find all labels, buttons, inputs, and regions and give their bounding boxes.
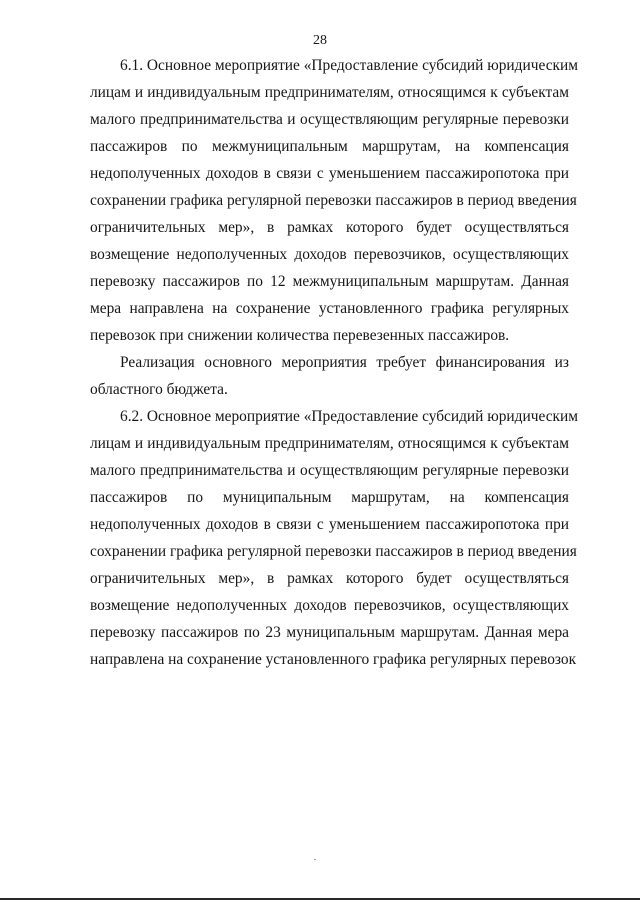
text-line: перевозок при снижении количества перевезенных пассажиров. [90,327,510,344]
text-line: мера направлена на сохранение установленного графика регулярных [90,300,569,317]
text-line: направлена на сохранение установленного графика регулярных перевозок [90,651,577,668]
text-line: недополученных доходов в связи с уменьшением пассажиропотока при [90,165,569,182]
text-line: 6.1. Основное мероприятие «Предоставление субсидий юридическим [120,57,578,74]
scan-speck [314,859,316,860]
text-line: пассажиров по межмуниципальным маршрутам, на компенсация [90,138,569,155]
text-line: недополученных доходов в связи с уменьшением пассажиропотока при [90,516,569,533]
text-line: сохранении графика регулярной перевозки пассажиров в период введения [90,543,577,560]
text-line: малого предпринимательства и осуществляющим регулярные перевозки [90,462,569,479]
text-line: лицам и индивидуальным предпринимателям, относящимся к субъектам [90,84,569,101]
text-line: ограничительных мер», в рамках которого будет осуществляться [90,219,569,236]
text-line: 6.2. Основное мероприятие «Предоставление субсидий юридическим [120,408,578,425]
text-line: сохранении графика регулярной перевозки пассажиров в период введения [90,192,577,209]
text-line: перевозку пассажиров по 23 муниципальным маршрутам. Данная мера [90,624,569,641]
text-line: областного бюджета. [90,381,228,398]
text-line: возмещение недополученных доходов перевозчиков, осуществляющих [90,246,569,263]
text-line: лицам и индивидуальным предпринимателям, относящимся к субъектам [90,435,569,452]
text-line: Реализация основного мероприятия требует финансирования из [120,354,569,371]
text-line: пассажиров по муниципальным маршрутам, на компенсация [90,489,569,506]
text-line: возмещение недополученных доходов перевозчиков, осуществляющих [90,597,569,614]
scan-edge-line [0,898,640,900]
text-line: перевозку пассажиров по 12 межмуниципальным маршрутам. Данная [90,273,569,290]
page-number: 28 [313,33,327,48]
text-line: малого предпринимательства и осуществляющим регулярные перевозки [90,111,569,128]
text-line: ограничительных мер», в рамках которого будет осуществляться [90,570,569,587]
